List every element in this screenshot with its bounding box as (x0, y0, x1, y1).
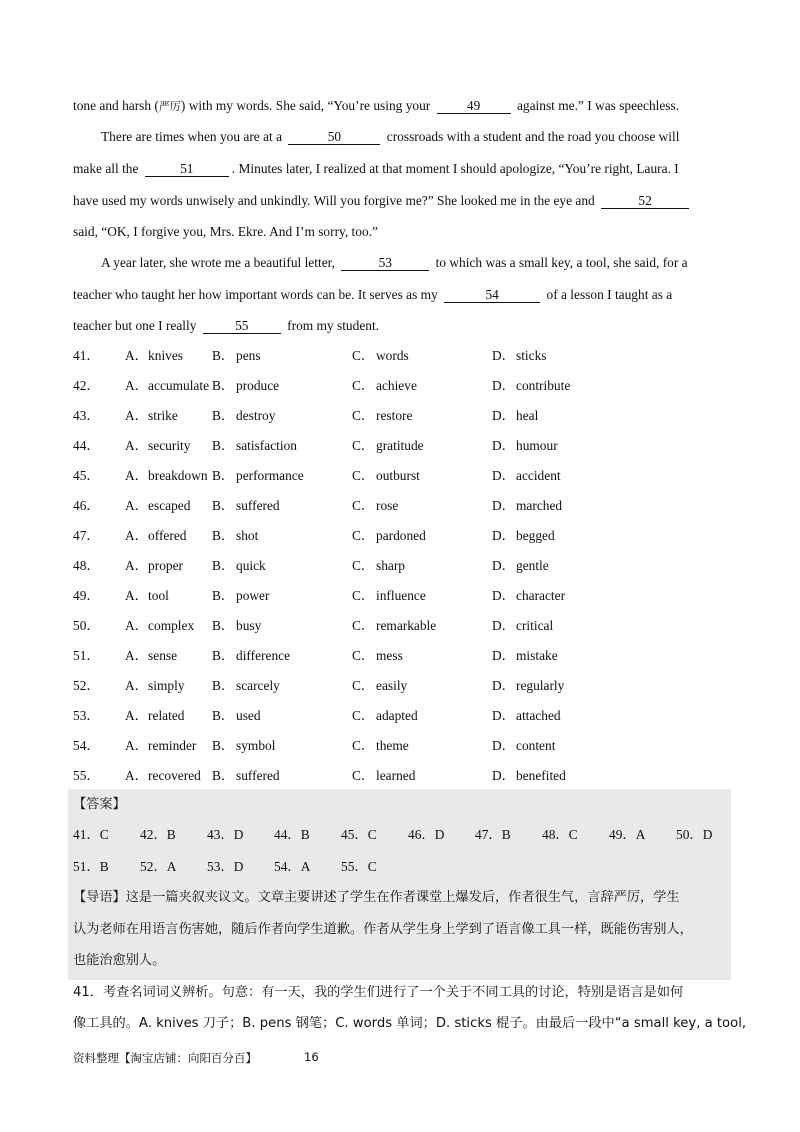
passage-line-8 (73, 317, 379, 335)
option-a: A．complex (125, 618, 195, 633)
option-b: performance (236, 468, 304, 483)
option-c-letter: C． (352, 378, 375, 393)
option-row (73, 376, 733, 396)
blank-50: 50 (288, 129, 380, 145)
option-row (73, 346, 733, 366)
question-number: 51． (73, 648, 100, 663)
answer-item: 49．A (609, 827, 646, 842)
option-c-letter: C． (352, 468, 375, 483)
question-number: 54． (73, 738, 100, 753)
passage-text: There are times when you are at a (101, 129, 283, 144)
option-d-letter: D． (492, 348, 516, 363)
option-d: gentle (516, 558, 549, 573)
answer-item: 47．B (475, 827, 511, 842)
passage-text: to which was a small key, a tool, she said, for a (435, 255, 688, 270)
option-a: A．related (125, 708, 185, 723)
option-row (73, 736, 733, 756)
option-d-letter: D． (492, 738, 516, 753)
explanation-line-2: 像工具的。A. knives 刀子；B. pens 钢笔；C. words 单词；D. sticks 棍子。由最后一段中“a small key, a tool, (73, 1016, 747, 1031)
option-b: busy (236, 618, 262, 633)
option-c: theme (376, 738, 409, 753)
option-b: symbol (236, 738, 276, 753)
option-c-letter: C． (352, 738, 375, 753)
question-number: 42． (73, 378, 100, 393)
option-b: power (236, 588, 270, 603)
passage-text: from my student. (287, 318, 380, 333)
blank-55: 55 (203, 318, 281, 334)
option-b-letter: B． (212, 348, 235, 363)
option-a: A．offered (125, 528, 187, 543)
option-row (73, 766, 733, 786)
option-d-letter: D． (492, 558, 516, 573)
option-b-letter: B． (212, 498, 235, 513)
guide-line-3: 也能治愈别人。 (73, 953, 166, 968)
question-number: 50． (73, 618, 100, 633)
option-c: achieve (376, 378, 417, 393)
option-b-letter: B． (212, 648, 235, 663)
option-c-letter: C． (352, 498, 375, 513)
blank-49: 49 (437, 98, 511, 114)
passage-text: said, “OK, I forgive you, Mrs. Ekre. And I’m sorry, too.” (73, 224, 378, 239)
option-b: produce (236, 378, 280, 393)
option-row (73, 706, 733, 726)
option-c-letter: C． (352, 558, 375, 573)
option-d: contribute (516, 378, 571, 393)
option-b: suffered (236, 768, 280, 783)
option-d: mistake (516, 648, 558, 663)
option-c-letter: C． (352, 678, 375, 693)
option-c-letter: C． (352, 588, 375, 603)
answer-row-1 (73, 826, 733, 844)
passage-text: . Minutes later, I realized at that moment I should apologize, “You’re right, Laura. I (231, 161, 679, 176)
passage-text: make all the (73, 161, 139, 176)
option-c-letter: C． (352, 438, 375, 453)
option-d: regularly (516, 678, 565, 693)
option-b-letter: B． (212, 468, 235, 483)
option-b: destroy (236, 408, 276, 423)
passage-line-3 (73, 160, 679, 178)
option-b-letter: B． (212, 618, 235, 633)
question-number: 43． (73, 408, 100, 423)
question-number: 48． (73, 558, 100, 573)
option-c-letter: C． (352, 528, 375, 543)
passage-text: of a lesson I taught as a (546, 287, 673, 302)
answer-item: 55．C (341, 859, 377, 874)
blank-53: 53 (341, 255, 429, 271)
option-row (73, 406, 733, 426)
answer-item: 51．B (73, 859, 109, 874)
passage-text: against me.” I was speechless. (516, 98, 680, 113)
passage-text: A year later, she wrote me a beautiful letter, (101, 255, 335, 270)
option-d: character (516, 588, 566, 603)
option-c: sharp (376, 558, 406, 573)
option-a: A．accumulate (125, 378, 210, 393)
passage-text: ) with my words. She said, “You’re using your (180, 98, 431, 113)
option-d-letter: D． (492, 768, 516, 783)
option-d-letter: D． (492, 408, 516, 423)
option-a: A．sense (125, 648, 178, 663)
answer-item: 42．B (140, 827, 176, 842)
question-number: 45． (73, 468, 100, 483)
option-c-letter: C． (352, 348, 375, 363)
option-a: A．recovered (125, 768, 201, 783)
blank-52: 52 (601, 193, 689, 209)
option-c: words (376, 348, 409, 363)
question-number: 53． (73, 708, 100, 723)
option-c: adapted (376, 708, 418, 723)
option-d: begged (516, 528, 555, 543)
option-b-letter: B． (212, 408, 235, 423)
option-c: outburst (376, 468, 420, 483)
option-b: difference (236, 648, 291, 663)
option-b-letter: B． (212, 438, 235, 453)
answer-item: 50．D (676, 827, 713, 842)
option-row (73, 646, 733, 666)
passage-line-7 (73, 286, 672, 304)
option-c-letter: C． (352, 408, 375, 423)
passage-text: crossroads with a student and the road you choose will (386, 129, 680, 144)
option-b: scarcely (236, 678, 280, 693)
option-a: A．breakdown (125, 468, 208, 483)
option-b-letter: B． (212, 768, 235, 783)
option-b-letter: B． (212, 738, 235, 753)
answer-item: 44．B (274, 827, 310, 842)
passage-chinese-gloss: 严厉 (158, 100, 181, 113)
answer-row-2 (73, 858, 733, 876)
option-b-letter: B． (212, 708, 235, 723)
question-number: 46． (73, 498, 100, 513)
option-c: learned (376, 768, 416, 783)
option-b: quick (236, 558, 266, 573)
page-number: 16 (304, 1050, 319, 1064)
option-a: A．strike (125, 408, 178, 423)
answer-item: 53．D (207, 859, 244, 874)
option-d-letter: D． (492, 438, 516, 453)
question-number: 52． (73, 678, 100, 693)
option-a: A．knives (125, 348, 184, 363)
answer-item: 48．C (542, 827, 578, 842)
question-number: 44． (73, 438, 100, 453)
option-c: gratitude (376, 438, 424, 453)
option-a: A．escaped (125, 498, 191, 513)
option-a: A．security (125, 438, 191, 453)
answer-item: 45．C (341, 827, 377, 842)
explanation-line-1: 41．考查名词词义辨析。句意：有一天，我的学生们进行了一个关于不同工具的讨论，特别是语言是如何 (73, 985, 684, 1000)
option-c: remarkable (376, 618, 437, 633)
option-c-letter: C． (352, 708, 375, 723)
option-row (73, 496, 733, 516)
option-c: easily (376, 678, 408, 693)
answer-item: 54．A (274, 859, 311, 874)
option-c-letter: C． (352, 768, 375, 783)
option-row (73, 556, 733, 576)
passage-line-1 (73, 97, 679, 116)
question-number: 47． (73, 528, 100, 543)
passage-text: teacher but one I really (73, 318, 197, 333)
question-number: 49． (73, 588, 100, 603)
option-c: rose (376, 498, 399, 513)
footer-source: 资料整理【淘宝店铺：向阳百分百】 (73, 1051, 257, 1065)
option-d-letter: D． (492, 378, 516, 393)
option-row (73, 466, 733, 486)
option-d: accident (516, 468, 561, 483)
option-c: pardoned (376, 528, 426, 543)
question-number: 41． (73, 348, 100, 363)
option-d: sticks (516, 348, 547, 363)
option-a: A．proper (125, 558, 184, 573)
option-d-letter: D． (492, 708, 516, 723)
passage-line-4 (73, 192, 692, 210)
guide-line-1: 【导语】这是一篇夹叙夹议文。文章主要讲述了学生在作者课堂上爆发后，作者很生气，言辞严厉，学生 (73, 890, 680, 905)
option-d: heal (516, 408, 539, 423)
passage-line-2 (101, 128, 679, 146)
option-d: attached (516, 708, 561, 723)
option-b-letter: B． (212, 378, 235, 393)
blank-51: 51 (145, 161, 229, 177)
option-row (73, 676, 733, 696)
answer-section-background (68, 789, 731, 980)
question-number: 55． (73, 768, 100, 783)
option-d: humour (516, 438, 558, 453)
option-b: shot (236, 528, 259, 543)
option-a: A．reminder (125, 738, 197, 753)
option-b-letter: B． (212, 528, 235, 543)
option-d: content (516, 738, 556, 753)
answer-item: 46．D (408, 827, 445, 842)
answer-item: 52．A (140, 859, 177, 874)
option-b: pens (236, 348, 261, 363)
passage-text: tone and harsh ( (73, 98, 159, 113)
answer-heading: 【答案】 (73, 797, 126, 812)
option-row (73, 616, 733, 636)
passage-line-6 (101, 254, 688, 272)
option-a: A．tool (125, 588, 169, 603)
option-row (73, 526, 733, 546)
option-c-letter: C． (352, 648, 375, 663)
option-c: influence (376, 588, 426, 603)
option-c: mess (376, 648, 403, 663)
option-b-letter: B． (212, 588, 235, 603)
passage-text: have used my words unwisely and unkindly. Will you forgive me?” She looked me in the eye and (73, 193, 595, 208)
option-d-letter: D． (492, 588, 516, 603)
options-list (73, 346, 733, 796)
answer-item: 41．C (73, 827, 109, 842)
option-b-letter: B． (212, 558, 235, 573)
blank-54: 54 (444, 287, 540, 303)
option-c: restore (376, 408, 413, 423)
option-d-letter: D． (492, 528, 516, 543)
option-d: benefited (516, 768, 566, 783)
option-d: marched (516, 498, 563, 513)
option-d-letter: D． (492, 678, 516, 693)
option-d-letter: D． (492, 618, 516, 633)
option-d-letter: D． (492, 498, 516, 513)
passage-line-5 (73, 223, 378, 241)
option-b: suffered (236, 498, 280, 513)
passage-text: teacher who taught her how important words can be. It serves as my (73, 287, 438, 302)
guide-line-2: 认为老师在用语言伤害她，随后作者向学生道歉。作者从学生身上学到了语言像工具一样，既能伤害别人， (73, 922, 693, 937)
option-d-letter: D． (492, 648, 516, 663)
option-row (73, 436, 733, 456)
option-a: A．simply (125, 678, 185, 693)
option-d-letter: D． (492, 468, 516, 483)
option-b: used (236, 708, 261, 723)
option-b: satisfaction (236, 438, 297, 453)
option-d: critical (516, 618, 554, 633)
option-b-letter: B． (212, 678, 235, 693)
option-row (73, 586, 733, 606)
option-c-letter: C． (352, 618, 375, 633)
answer-item: 43．D (207, 827, 244, 842)
